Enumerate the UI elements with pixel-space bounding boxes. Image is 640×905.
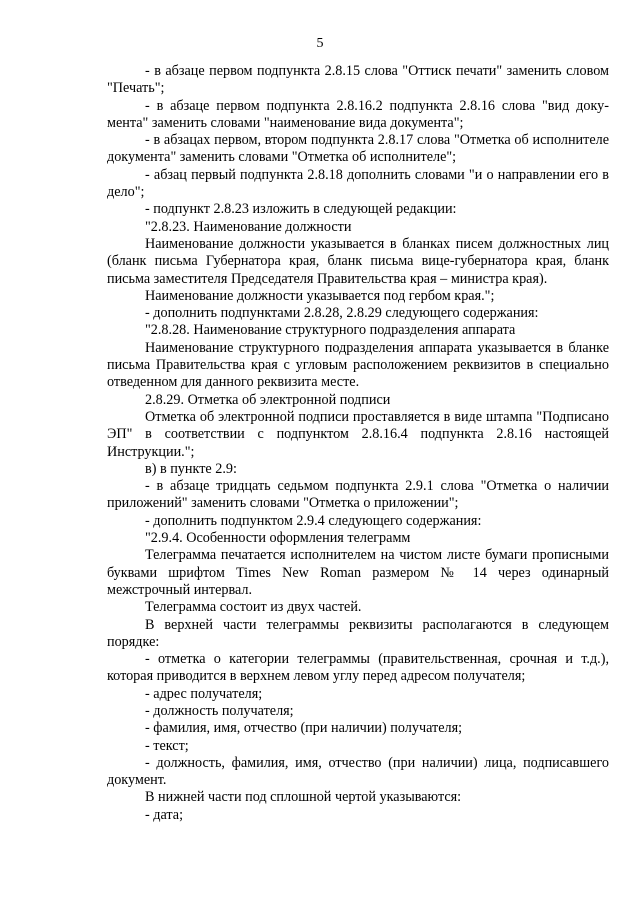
paragraph-amend-2-9-1: - в абзаце тридцать седьмом подпункта 2.9.1 слова "Отметка о наличии приложений" заменить словами "Отметка о приложении"; <box>107 478 609 512</box>
document-body <box>107 63 609 824</box>
heading-2-8-28: "2.8.28. Наименование структурного подразделения аппарата <box>145 322 516 339</box>
list-item-date: - дата; <box>145 806 184 823</box>
paragraph-electronic-signature: Отметка об электронной подписи проставляется в виде штампа "Подписано ЭП" в соответствии с подпунктом 2.8.16.4 подпункта 2.8.16 настоящей Инструкции."; <box>107 408 609 460</box>
paragraph-upper-part-order: В верхней части телеграммы реквизиты располагаются в следующем порядке: <box>107 616 609 650</box>
list-item-signatory: - должность, фамилия, имя, отчество (при наличии) лица, подписавшего документ. <box>107 754 609 789</box>
paragraph-clause-2-9: в) в пункте 2.9: <box>145 460 237 477</box>
heading-2-9-4: "2.9.4. Особенности оформления телеграмм <box>145 530 411 547</box>
paragraph-amend-2-8-18: - абзац первый подпункта 2.8.18 дополнить словами "и о направлении его в дело"; <box>107 166 609 201</box>
list-item-full-name: - фамилия, имя, отчество (при наличии) получателя; <box>145 720 463 737</box>
paragraph-lower-part: В нижней части под сплошной чертой указываются: <box>145 789 462 806</box>
list-item-address: - адрес получателя; <box>145 685 263 702</box>
paragraph-telegram-printing: Телеграмма печатается исполнителем на чистом листе бумаги прописными буквами шрифтом Times New Roman размером № 14 через одинарный межстрочный интервал. <box>107 547 609 598</box>
paragraph-add-2-8-28-29: - дополнить подпунктами 2.8.28, 2.8.29 следующего содержания: <box>145 305 539 322</box>
paragraph-telegram-parts: Телеграмма состоит из двух частей. <box>145 599 362 616</box>
page-number: 5 <box>316 36 324 51</box>
paragraph-position-title: Наименование должности указывается в бланках писем должностных лиц (бланк письма Губернатора края, бланк письма вице-губернатора края, бланк письма заместителя Председателя Правительства края – министра края). <box>107 235 609 287</box>
list-item-position: - должность получателя; <box>145 702 294 719</box>
paragraph-position-under-emblem: Наименование должности указывается под гербом края."; <box>145 287 495 304</box>
paragraph-amend-2-8-23: - подпункт 2.8.23 изложить в следующей редакции: <box>145 201 457 218</box>
paragraph-add-2-9-4: - дополнить подпунктом 2.9.4 следующего содержания: <box>145 512 482 529</box>
list-item-text: - текст; <box>145 737 189 754</box>
paragraph-amend-2-8-17: - в абзацах первом, втором подпункта 2.8.17 слова "Отметка об исполнителе документа" заменить словами "Отметка об исполнителе"; <box>107 132 609 166</box>
paragraph-amend-2-8-16-2: - в абзаце первом подпункта 2.8.16.2 подпункта 2.8.16 слова "вид документа" заменить словами "наименование вида документа"; <box>107 97 609 131</box>
list-item-category: - отметка о категории телеграммы (правительственная, срочная и т.д.), которая приводится в верхнем левом углу перед адресом получателя; <box>107 651 609 685</box>
heading-2-8-23: "2.8.23. Наименование должности <box>145 218 352 235</box>
heading-2-8-29: 2.8.29. Отметка об электронной подписи <box>145 391 391 408</box>
paragraph-amend-2-8-15: - в абзаце первом подпункта 2.8.15 слова "Оттиск печати" заменить словом "Печать"; <box>107 63 609 97</box>
paragraph-structural-unit: Наименование структурного подразделения аппарата указывается в бланке письма Правительства края с угловым расположением реквизитов в специально отведенном для данного реквизита месте. <box>107 339 609 391</box>
